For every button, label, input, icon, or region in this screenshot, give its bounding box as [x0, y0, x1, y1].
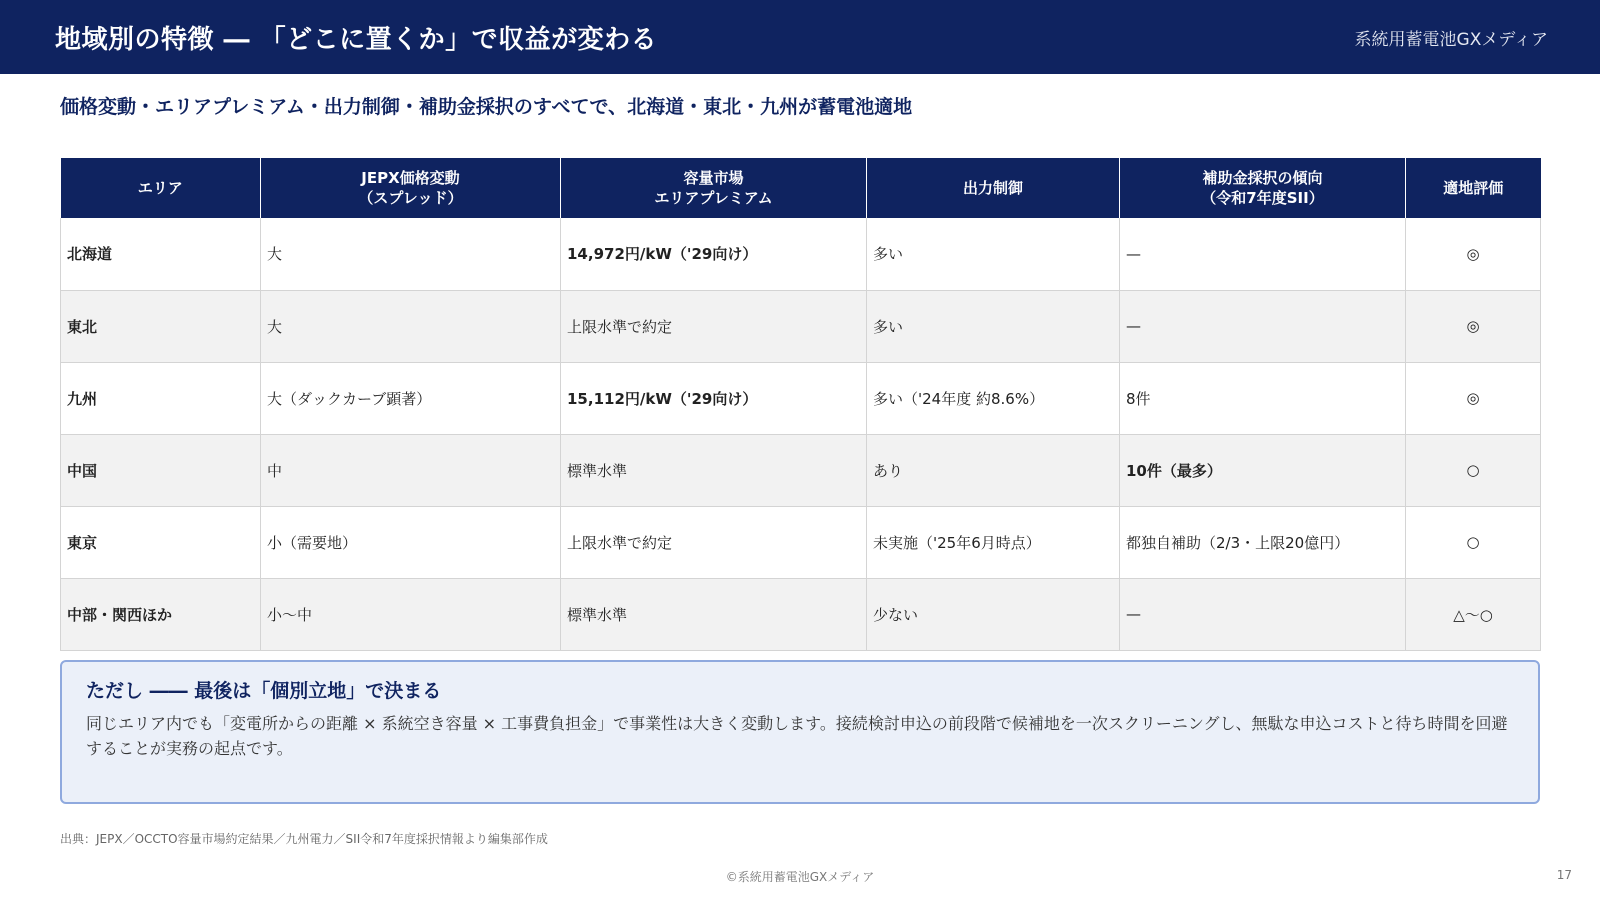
copyright: ©系統用蓄電池GXメディア	[725, 870, 875, 884]
cell-rating: ○	[1406, 506, 1541, 578]
cell-area: 東京	[61, 506, 261, 578]
header-rating: 適地評価	[1406, 158, 1541, 218]
slide-subtitle: 価格変動・エリアプレミアム・出力制御・補助金採択のすべてで、北海道・東北・九州が蓄電池適地	[60, 96, 913, 118]
header-subsidy: 補助金採択の傾向 （令和7年度SII）	[1120, 158, 1406, 218]
header-area: エリア	[61, 158, 261, 218]
cell-rating: ◎	[1406, 362, 1541, 434]
table-row	[61, 290, 1541, 362]
brand-name: 系統用蓄電池GXメディア	[1354, 29, 1548, 50]
note-body: 同じエリア内でも「変電所からの距離 × 系統空き容量 × 工事費負担金」で事業性は大きく変動します。接続検討申込の前段階で候補地を一次スクリーニングし、無駄な申込コストと待ち時間を回避することが実務の起点です。	[86, 714, 1508, 758]
cell-capacity: 14,972円/kW（'29向け）	[561, 218, 867, 290]
cell-subsidy: 10件（最多）	[1120, 434, 1406, 506]
cell-curtailment: 多い	[867, 290, 1120, 362]
table-row	[61, 218, 1541, 290]
table-row	[61, 434, 1541, 506]
slide-header	[0, 0, 1600, 74]
cell-jepx: 大（ダックカーブ顕著）	[261, 362, 561, 434]
note-title: ただし ―― 最後は「個別立地」で決まる	[86, 680, 442, 702]
cell-rating: △〜○	[1406, 578, 1541, 650]
region-comparison-table	[60, 158, 1541, 651]
cell-rating: ◎	[1406, 290, 1541, 362]
site-selection-note	[60, 660, 1540, 804]
cell-curtailment: 多い（'24年度 約8.6%）	[867, 362, 1120, 434]
header-capacity-premium: 容量市場 エリアプレミアム	[561, 158, 867, 218]
cell-rating: ○	[1406, 434, 1541, 506]
cell-capacity: 上限水準で約定	[561, 290, 867, 362]
slide-title: 地域別の特徴 ― 「どこに置くか」で収益が変わる	[55, 24, 658, 55]
cell-jepx: 中	[261, 434, 561, 506]
cell-subsidy: 8件	[1120, 362, 1406, 434]
table-row	[61, 506, 1541, 578]
cell-subsidy: —	[1120, 578, 1406, 650]
cell-jepx: 小（需要地）	[261, 506, 561, 578]
cell-capacity: 標準水準	[561, 578, 867, 650]
table-row	[61, 362, 1541, 434]
cell-subsidy: —	[1120, 218, 1406, 290]
cell-curtailment: 多い	[867, 218, 1120, 290]
cell-jepx: 小〜中	[261, 578, 561, 650]
cell-capacity: 標準水準	[561, 434, 867, 506]
header-jepx-spread: JEPX価格変動 （スプレッド）	[261, 158, 561, 218]
cell-subsidy: 都独自補助（2/3・上限20億円）	[1120, 506, 1406, 578]
cell-area: 中部・関西ほか	[61, 578, 261, 650]
cell-area: 中国	[61, 434, 261, 506]
cell-rating: ◎	[1406, 218, 1541, 290]
cell-capacity: 15,112円/kW（'29向け）	[561, 362, 867, 434]
cell-area: 東北	[61, 290, 261, 362]
header-curtailment: 出力制御	[867, 158, 1120, 218]
cell-curtailment: あり	[867, 434, 1120, 506]
table-header-row	[61, 158, 1541, 218]
cell-jepx: 大	[261, 290, 561, 362]
cell-jepx: 大	[261, 218, 561, 290]
cell-area: 九州	[61, 362, 261, 434]
cell-area: 北海道	[61, 218, 261, 290]
cell-curtailment: 少ない	[867, 578, 1120, 650]
cell-capacity: 上限水準で約定	[561, 506, 867, 578]
cell-curtailment: 未実施（'25年6月時点）	[867, 506, 1120, 578]
page-number: 17	[1556, 868, 1572, 882]
table-row	[61, 578, 1541, 650]
source-citation: 出典：JEPX／OCCTO容量市場約定結果／九州電力／SII令和7年度採択情報より編集部作成	[60, 832, 548, 846]
cell-subsidy: —	[1120, 290, 1406, 362]
